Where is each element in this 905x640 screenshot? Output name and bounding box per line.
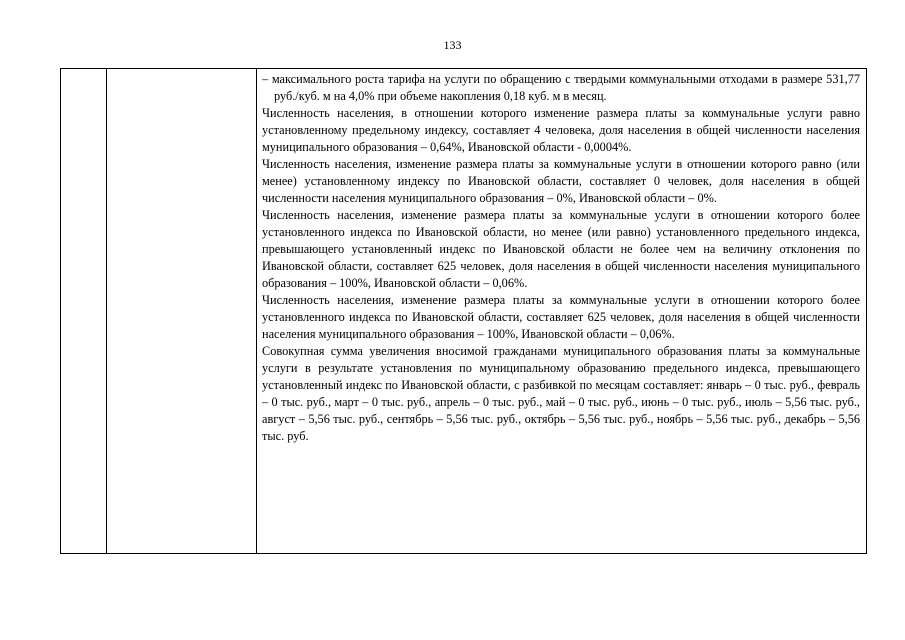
table-cell-text <box>262 71 860 445</box>
paragraph-population-limit-index: Численность населения, в отношении которого изменение размера платы за коммунальные услуги равно установленному предельному индексу, составляет 4 человека, доля населения в общей численности населения муниципального образования – 0,64%, Ивановской области - 0,0004%. <box>262 106 860 154</box>
paragraph-population-below-index: Численность населения, изменение размера платы за коммунальные услуги в отношении которого равно (или менее) установленному индексу по Ивановской области, составляет 0 человек, доля населения в общей численности населения муниципального образования – 0%, Ивановской области – 0%. <box>262 157 860 205</box>
paragraph-population-above-index: Численность населения, изменение размера платы за коммунальные услуги в отношении которого более установленного индекса по Ивановской области, составляет 625 человек, доля населения в общей численности населения муниципального образования – 100%, Ивановской области – 0,06%. <box>262 293 860 341</box>
page-number: 133 <box>443 38 462 52</box>
column-divider-1 <box>106 69 107 553</box>
column-divider-2 <box>256 69 257 553</box>
document-table <box>60 68 867 554</box>
paragraph-total-increase-by-month: Совокупная сумма увеличения вносимой гражданами муниципального образования платы за коммунальные услуги в результате установления по муниципальному образованию предельного индекса, превышающего установленный индекс по Ивановской области, с разбивкой по месяцам составляет: январь – 0 тыс. руб., февраль – 0 тыс. руб., март – 0 тыс. руб., апрель – 0 тыс. руб., май – 0 тыс. руб., июнь – 0 тыс. руб., июль – 5,56 тыс. руб., август – 5,56 тыс. руб., сентябрь – 5,56 тыс. руб., октябрь – 5,56 тыс. руб., ноябрь – 5,56 тыс. руб., декабрь – 5,56 тыс. руб. <box>262 344 860 443</box>
paragraph-population-between-indexes: Численность населения, изменение размера платы за коммунальные услуги в отношении которого более установленного индекса по Ивановской области, но менее (или равно) установленного предельного индекса, превышающего установленный индекс по Ивановской области не более чем на величину отклонения по Ивановской области, составляет 625 человек, доля населения в общей численности населения муниципального образования – 100%, Ивановской области – 0,06%. <box>262 208 860 290</box>
tariff-growth-item: – максимального роста тарифа на услуги по обращению с твердыми коммунальными отходами в размере 531,77 руб./куб. м на 4,0% при объеме накопления 0,18 куб. м в месяц. <box>262 72 860 103</box>
